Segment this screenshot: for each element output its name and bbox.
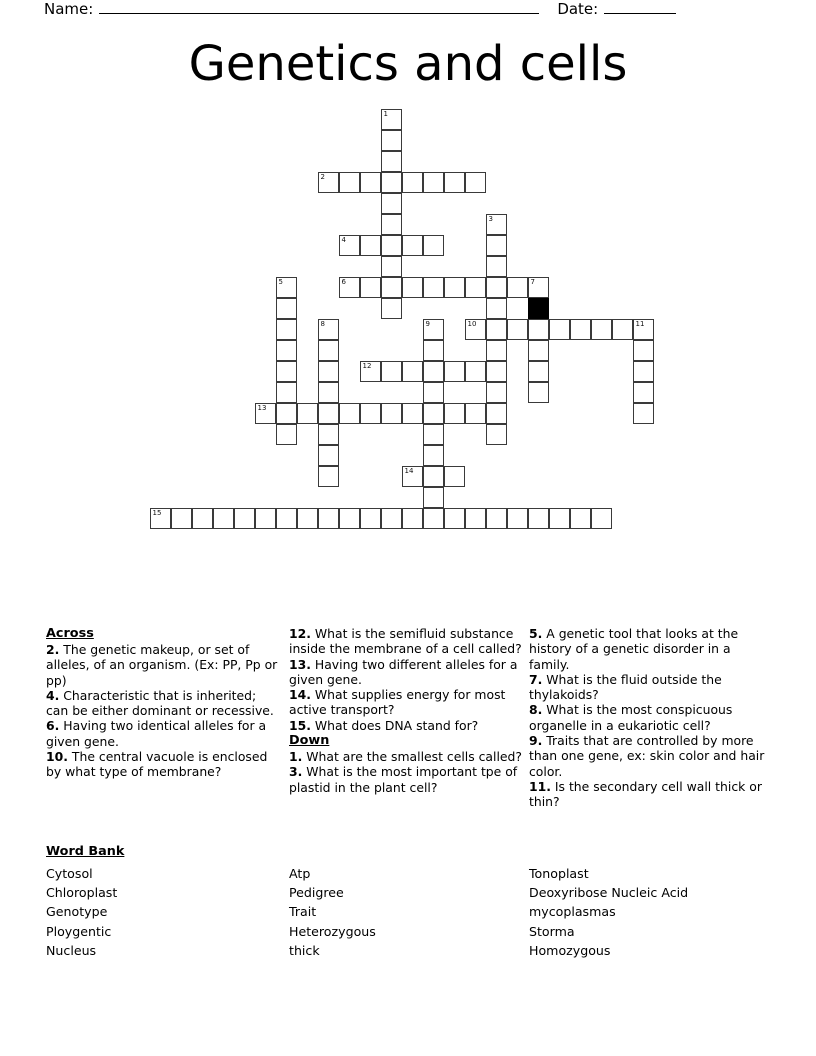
crossword-cell[interactable] xyxy=(444,172,465,193)
clue-text: What does DNA stand for? xyxy=(310,717,479,733)
crossword-cell[interactable] xyxy=(507,319,528,340)
clue-number: 13. xyxy=(289,656,311,672)
clue-item xyxy=(529,672,774,703)
crossword-cell[interactable] xyxy=(423,508,444,529)
crossword-cell[interactable] xyxy=(423,340,444,361)
crossword-cell[interactable] xyxy=(381,256,402,277)
crossword-cell[interactable] xyxy=(486,508,507,529)
crossword-cell[interactable] xyxy=(549,508,570,529)
crossword-cell[interactable] xyxy=(528,340,549,361)
clue-number: 12. xyxy=(289,626,311,641)
clue-text: A genetic tool that looks at the history of a genetic disorder in a family. xyxy=(529,626,739,672)
crossword-cell[interactable] xyxy=(339,235,360,256)
crossword-cell[interactable] xyxy=(381,109,402,130)
crossword-cell[interactable] xyxy=(318,403,339,424)
crossword-cell[interactable] xyxy=(423,403,444,424)
crossword-cell[interactable] xyxy=(339,508,360,529)
crossword-cell[interactable] xyxy=(528,319,549,340)
crossword-cell[interactable] xyxy=(633,319,654,340)
clue-number: 1. xyxy=(289,749,303,765)
crossword-cell-number: 10 xyxy=(467,320,477,328)
crossword-cell[interactable] xyxy=(339,172,360,193)
crossword-cell[interactable] xyxy=(486,340,507,361)
page-title: Genetics and cells xyxy=(188,36,628,92)
crossword-cell[interactable] xyxy=(423,319,444,340)
crossword-cell[interactable] xyxy=(276,361,297,382)
clue-item xyxy=(289,764,529,795)
crossword-cell[interactable] xyxy=(486,214,507,235)
clue-item xyxy=(289,657,529,688)
crossword-cell[interactable] xyxy=(633,382,654,403)
clue-number: 5. xyxy=(529,626,543,641)
crossword-cell-number: 2 xyxy=(320,173,325,181)
crossword-cell[interactable] xyxy=(402,508,423,529)
crossword-cell[interactable] xyxy=(528,382,549,403)
crossword-cell[interactable] xyxy=(213,508,234,529)
crossword-cell[interactable] xyxy=(591,508,612,529)
crossword-cell[interactable] xyxy=(318,319,339,340)
crossword-cell[interactable] xyxy=(276,403,297,424)
crossword-cell[interactable] xyxy=(465,403,486,424)
word-bank-item: thick xyxy=(289,942,320,958)
clue-number: 2. xyxy=(46,642,60,657)
crossword-cell[interactable] xyxy=(423,445,444,466)
crossword-cell[interactable] xyxy=(486,319,507,340)
word-bank-item: Chloroplast xyxy=(46,885,118,901)
crossword-cell-number: 5 xyxy=(278,278,283,286)
word-bank-item: Cytosol xyxy=(46,866,93,881)
word-bank-heading: Word Bank xyxy=(46,844,125,859)
clue-number: 9. xyxy=(529,733,543,749)
crossword-cell-number: 15 xyxy=(152,509,162,517)
crossword-cell[interactable] xyxy=(423,172,444,193)
crossword-cell[interactable] xyxy=(339,403,360,424)
clue-text: What is the most conspicuous organelle in a eukariotic cell? xyxy=(529,702,733,733)
word-bank-item: mycoplasmas xyxy=(529,904,616,920)
clue-number: 4. xyxy=(46,687,60,703)
crossword-cell-number: 12 xyxy=(362,362,372,370)
clue-text: What is the semifluid substance inside the membrane of a cell called? xyxy=(289,626,522,657)
clue-item xyxy=(289,687,529,718)
crossword-cell-number: 3 xyxy=(488,215,493,223)
crossword-cell[interactable] xyxy=(381,508,402,529)
crossword-cell[interactable] xyxy=(171,508,192,529)
clue-text: What is the fluid outside the thylakoids? xyxy=(529,671,722,703)
clue-item xyxy=(46,642,282,688)
crossword-cell[interactable] xyxy=(318,361,339,382)
crossword-cell[interactable] xyxy=(402,277,423,298)
clue-number: 7. xyxy=(529,671,543,687)
crossword-cell-number: 11 xyxy=(635,320,645,328)
word-bank-item: Trait xyxy=(289,904,317,920)
clue-text: Is the secondary cell wall thick or thin? xyxy=(529,778,762,810)
crossword-cell[interactable] xyxy=(486,277,507,298)
crossword-cell[interactable] xyxy=(423,361,444,382)
crossword-cell[interactable] xyxy=(486,256,507,277)
crossword-cell[interactable] xyxy=(318,340,339,361)
crossword-cell[interactable] xyxy=(528,508,549,529)
clue-number: 6. xyxy=(46,718,60,734)
crossword-cell[interactable] xyxy=(276,424,297,445)
crossword-cell[interactable] xyxy=(318,424,339,445)
word-bank-column-1 xyxy=(46,864,117,960)
clue-column-middle xyxy=(289,626,529,795)
crossword-cell[interactable] xyxy=(402,361,423,382)
word-bank-item: Nucleus xyxy=(46,942,97,958)
crossword-cell[interactable] xyxy=(423,466,444,487)
clue-number: 15. xyxy=(289,717,311,733)
word-bank-item: Storma xyxy=(529,923,575,939)
crossword-cell[interactable] xyxy=(402,235,423,256)
clue-text: The central vacuole is enclosed by what type of membrane? xyxy=(46,749,268,780)
crossword-cell[interactable] xyxy=(360,508,381,529)
date-label: Date: xyxy=(557,0,599,18)
crossword-cell[interactable] xyxy=(360,403,381,424)
crossword-cell[interactable] xyxy=(612,319,633,340)
crossword-cell[interactable] xyxy=(507,508,528,529)
crossword-cell[interactable] xyxy=(360,361,381,382)
crossword-cell[interactable] xyxy=(381,130,402,151)
crossword-cell[interactable] xyxy=(423,277,444,298)
word-bank-column-2 xyxy=(289,864,376,960)
crossword-cell[interactable] xyxy=(591,319,612,340)
crossword-cell[interactable] xyxy=(381,298,402,319)
crossword-cell[interactable] xyxy=(402,403,423,424)
crossword-cell[interactable] xyxy=(360,235,381,256)
crossword-cell[interactable] xyxy=(486,382,507,403)
crossword-cell[interactable] xyxy=(318,508,339,529)
crossword-cell[interactable] xyxy=(465,508,486,529)
crossword-cell[interactable] xyxy=(444,508,465,529)
word-bank-item: Genotype xyxy=(46,904,108,920)
clue-text: The genetic makeup, or set of alleles, of an organism. (Ex: PP, Pp or pp) xyxy=(46,642,278,688)
clue-text: Having two different alleles for a given gene. xyxy=(289,656,518,687)
clue-section-heading: Across xyxy=(46,626,94,641)
crossword-cell[interactable] xyxy=(423,382,444,403)
clue-column-across xyxy=(46,626,282,780)
crossword-cell[interactable] xyxy=(444,277,465,298)
crossword-cell[interactable] xyxy=(444,403,465,424)
clue-item xyxy=(46,718,282,749)
clue-number: 3. xyxy=(289,764,303,780)
clue-text: Characteristic that is inherited; can be either dominant or recessive. xyxy=(46,687,274,719)
crossword-cell[interactable] xyxy=(402,466,423,487)
crossword-cell[interactable] xyxy=(255,403,276,424)
crossword-cell[interactable] xyxy=(486,361,507,382)
clue-text: What is the most important tpe of plastid in the plant cell? xyxy=(289,764,518,795)
crossword-cell[interactable] xyxy=(633,340,654,361)
name-label: Name: xyxy=(44,0,94,18)
crossword-cell-number: 1 xyxy=(383,110,388,118)
crossword-cell[interactable] xyxy=(318,382,339,403)
clue-item xyxy=(289,626,529,657)
crossword-cell[interactable] xyxy=(444,466,465,487)
crossword-cell[interactable] xyxy=(276,340,297,361)
crossword-cell[interactable] xyxy=(570,319,591,340)
crossword-cell[interactable] xyxy=(465,277,486,298)
word-bank-item: Heterozygous xyxy=(289,923,376,939)
crossword-cell[interactable] xyxy=(150,508,171,529)
clue-item xyxy=(529,702,774,733)
crossword-block-cell xyxy=(528,298,549,319)
crossword-cell[interactable] xyxy=(423,487,444,508)
crossword-cell[interactable] xyxy=(318,466,339,487)
crossword-cell[interactable] xyxy=(486,424,507,445)
clue-item xyxy=(289,718,529,733)
clue-item xyxy=(289,749,529,764)
crossword-cell[interactable] xyxy=(381,151,402,172)
clue-number: 8. xyxy=(529,702,543,718)
crossword-cell[interactable] xyxy=(570,508,591,529)
word-bank-item: Tonoplast xyxy=(529,866,589,881)
crossword-cell[interactable] xyxy=(381,235,402,256)
crossword-cell[interactable] xyxy=(528,361,549,382)
word-bank-item: Atp xyxy=(289,866,311,881)
word-bank-item: Ploygentic xyxy=(46,923,112,939)
crossword-cell[interactable] xyxy=(486,235,507,256)
crossword-cell[interactable] xyxy=(381,172,402,193)
crossword-cell[interactable] xyxy=(486,298,507,319)
clue-text: Having two identical alleles for a given gene. xyxy=(46,718,267,749)
crossword-cell[interactable] xyxy=(276,382,297,403)
crossword-cell[interactable] xyxy=(276,508,297,529)
crossword-cell[interactable] xyxy=(360,277,381,298)
crossword-cell[interactable] xyxy=(465,172,486,193)
crossword-cell[interactable] xyxy=(465,319,486,340)
clue-text: What supplies energy for most active transport? xyxy=(289,687,506,718)
clue-item xyxy=(46,749,282,780)
clue-number: 10. xyxy=(46,749,68,765)
clue-item xyxy=(46,688,282,719)
word-bank-item: Pedigree xyxy=(289,885,344,901)
crossword-cell-number: 4 xyxy=(341,236,346,244)
clues-section xyxy=(0,626,816,836)
clue-text: Traits that are controlled by more than one gene, ex: skin color and hair color. xyxy=(529,733,765,779)
crossword-cell[interactable] xyxy=(339,277,360,298)
crossword-cell[interactable] xyxy=(381,361,402,382)
crossword-cell[interactable] xyxy=(381,403,402,424)
crossword-cell[interactable] xyxy=(318,445,339,466)
word-bank-item: Deoxyribose Nucleic Acid xyxy=(529,885,689,901)
clue-item xyxy=(529,626,774,672)
clue-number: 11. xyxy=(529,778,551,794)
clue-text: What are the smallest cells called? xyxy=(302,749,522,765)
crossword-cell[interactable] xyxy=(381,277,402,298)
crossword-cell[interactable] xyxy=(381,193,402,214)
crossword-cell[interactable] xyxy=(633,361,654,382)
crossword-cell[interactable] xyxy=(465,361,486,382)
crossword-cell[interactable] xyxy=(360,172,381,193)
crossword-cell[interactable] xyxy=(486,403,507,424)
crossword-cell[interactable] xyxy=(423,424,444,445)
crossword-cell[interactable] xyxy=(423,235,444,256)
crossword-cell[interactable] xyxy=(276,298,297,319)
crossword-cell[interactable] xyxy=(318,172,339,193)
clue-number: 14. xyxy=(289,687,311,703)
word-bank-item: Homozygous xyxy=(529,942,611,958)
crossword-cell-number: 6 xyxy=(341,278,346,286)
crossword-cell[interactable] xyxy=(633,403,654,424)
crossword-cell[interactable] xyxy=(297,403,318,424)
clue-section-heading: Down xyxy=(289,733,330,749)
crossword-cell[interactable] xyxy=(192,508,213,529)
clue-item xyxy=(529,779,774,810)
crossword-cell[interactable] xyxy=(549,319,570,340)
crossword-cell[interactable] xyxy=(297,508,318,529)
crossword-cell[interactable] xyxy=(381,214,402,235)
crossword-cell[interactable] xyxy=(444,361,465,382)
clue-item xyxy=(529,733,774,779)
crossword-cell[interactable] xyxy=(234,508,255,529)
crossword-cell[interactable] xyxy=(507,277,528,298)
crossword-cell-number: 7 xyxy=(530,278,535,286)
crossword-cell-number: 13 xyxy=(257,404,267,412)
crossword-cell[interactable] xyxy=(276,319,297,340)
crossword-cell-number: 8 xyxy=(320,320,325,328)
crossword-cell-number: 9 xyxy=(425,320,430,328)
crossword-cell[interactable] xyxy=(255,508,276,529)
crossword-cell[interactable] xyxy=(402,172,423,193)
crossword-cell-number: 14 xyxy=(404,467,414,475)
clue-column-down-right xyxy=(529,626,774,810)
word-bank-column-3 xyxy=(529,864,688,960)
crossword-cell[interactable] xyxy=(276,277,297,298)
crossword-cell[interactable] xyxy=(528,277,549,298)
